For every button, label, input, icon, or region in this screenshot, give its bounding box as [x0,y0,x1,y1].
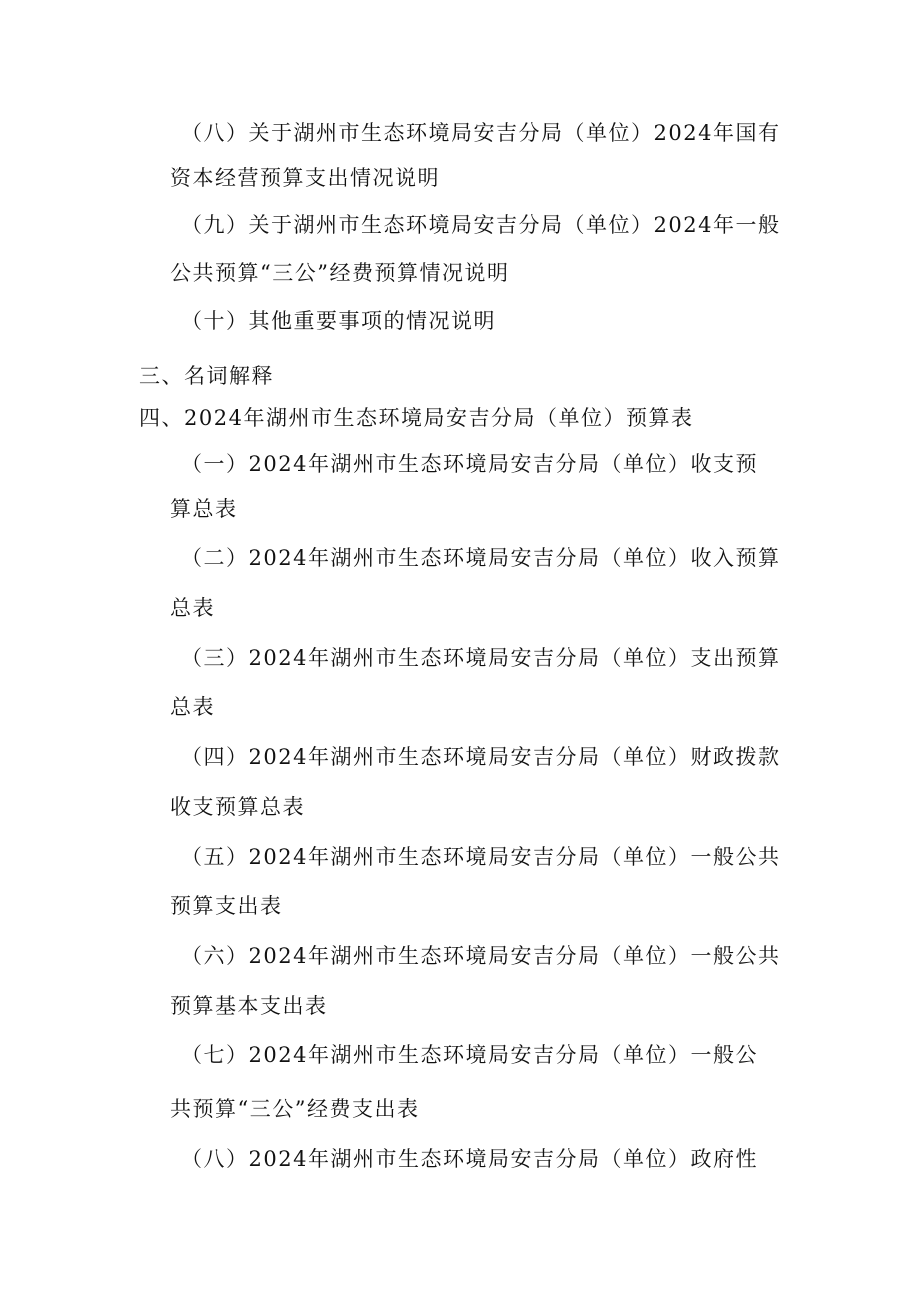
toc-line: 预算支出表 [170,894,283,918]
toc-line: （三）2024年湖州市生态环境局安吉分局（单位）支出预算 [181,646,781,670]
toc-line: 预算基本支出表 [170,994,328,1018]
toc-line: （五）2024年湖州市生态环境局安吉分局（单位）一般公共 [181,845,781,869]
toc-line: 总表 [170,695,215,719]
toc-line: （一）2024年湖州市生态环境局安吉分局（单位）收支预 [181,452,758,476]
toc-line: （二）2024年湖州市生态环境局安吉分局（单位）收入预算 [181,546,781,570]
toc-line: 收支预算总表 [170,795,305,819]
toc-line: （九）关于湖州市生态环境局安吉分局（单位）2024年一般 [181,213,781,237]
section-heading: 四、2024年湖州市生态环境局安吉分局（单位）预算表 [139,406,694,430]
toc-line: 共预算“三公”经费支出表 [170,1097,420,1121]
toc-line: （八）2024年湖州市生态环境局安吉分局（单位）政府性 [181,1147,758,1171]
toc-line: （十）其他重要事项的情况说明 [181,309,496,333]
toc-line: （四）2024年湖州市生态环境局安吉分局（单位）财政拨款 [181,745,781,769]
toc-line: 算总表 [170,497,238,521]
toc-line: 资本经营预算支出情况说明 [170,166,440,190]
toc-line: 公共预算“三公”经费预算情况说明 [170,261,510,285]
toc-line: （八）关于湖州市生态环境局安吉分局（单位）2024年国有 [181,121,781,145]
toc-line: （七）2024年湖州市生态环境局安吉分局（单位）一般公 [181,1043,758,1067]
section-heading: 三、名词解释 [139,364,274,388]
toc-line: （六）2024年湖州市生态环境局安吉分局（单位）一般公共 [181,944,781,968]
toc-line: 总表 [170,596,215,620]
